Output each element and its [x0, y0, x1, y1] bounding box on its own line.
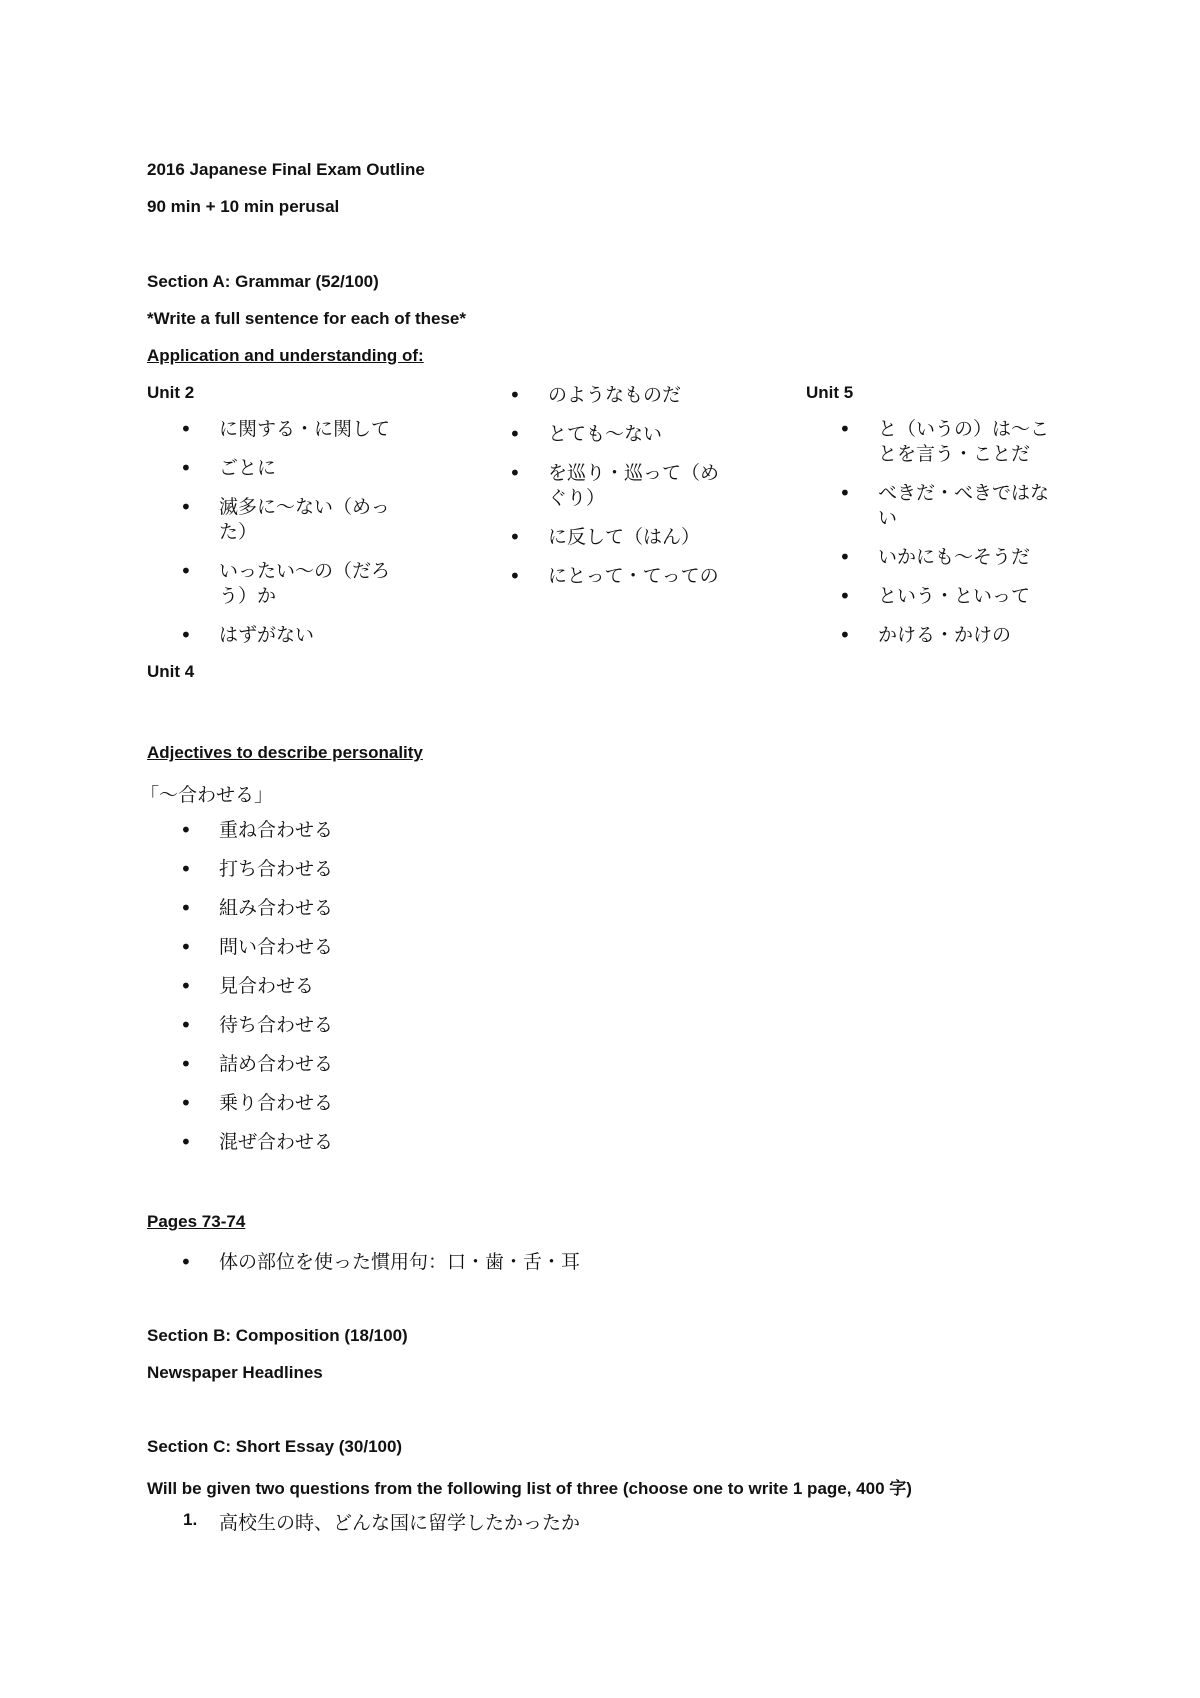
list-item: • いかにも〜そうだ	[806, 545, 1056, 570]
pages-list	[147, 1250, 847, 1275]
grammar-column-3	[806, 383, 1056, 662]
unit-4-label: Unit 4	[147, 662, 195, 681]
list-item: • に関する・に関して	[147, 417, 417, 442]
section-a-heading: Section A: Grammar (52/100)	[147, 272, 379, 291]
list-item: • に反して（はん）	[476, 525, 726, 550]
section-a-instruction: *Write a full sentence for each of these*	[147, 309, 466, 328]
grammar-column-2	[476, 383, 726, 603]
unit-5-list	[806, 417, 1056, 648]
list-item: • かける・かけの	[806, 623, 1056, 648]
list-item: • 待ち合わせる	[147, 1013, 647, 1038]
list-item: • 滅多に〜ない（めった）	[147, 495, 417, 545]
section-c-instruction: Will be given two questions from the following list of three (choose one to write 1 page, 400 字)	[147, 1479, 912, 1498]
list-item: • ごとに	[147, 456, 417, 481]
list-item: • 問い合わせる	[147, 935, 647, 960]
exam-duration: 90 min + 10 min perusal	[147, 197, 340, 216]
list-item: • べきだ・べきではない	[806, 481, 1056, 531]
list-item: • という・といって	[806, 584, 1056, 609]
unit-4-list	[476, 383, 726, 589]
list-item: • と（いうの）は〜ことを言う・ことだ	[806, 417, 1056, 467]
list-item: • 見合わせる	[147, 974, 647, 999]
list-item: • のようなものだ	[476, 383, 726, 408]
list-item: • にとって・てっての	[476, 564, 726, 589]
question-text: 高校生の時、どんな国に留学したかったか	[219, 1512, 581, 1534]
list-item: • いったい〜の（だろう）か	[147, 559, 417, 609]
list-item: • 組み合わせる	[147, 896, 647, 921]
unit-2-list	[147, 417, 417, 648]
unit-5-label: Unit 5	[806, 383, 854, 402]
section-b-heading: Section B: Composition (18/100)	[147, 1326, 408, 1345]
section-b-topic: Newspaper Headlines	[147, 1363, 323, 1382]
list-item: • 詰め合わせる	[147, 1052, 647, 1077]
adjectives-list	[147, 818, 647, 1155]
unit-2-label: Unit 2	[147, 383, 195, 402]
adjectives-block	[147, 818, 647, 1169]
list-item: • 打ち合わせる	[147, 857, 647, 882]
section-c-heading: Section C: Short Essay (30/100)	[147, 1437, 403, 1456]
adjectives-heading: Adjectives to describe personality	[147, 743, 423, 762]
list-item: • 重ね合わせる	[147, 818, 647, 843]
list-item: • を巡り・巡って（めぐり）	[476, 461, 726, 511]
grammar-column-1	[147, 383, 417, 696]
pages-block	[147, 1250, 847, 1289]
section-a-subheading: Application and understanding of:	[147, 346, 424, 365]
question-number: 1.	[183, 1510, 198, 1529]
adjectives-bracket: 「〜合わせる」	[140, 784, 274, 806]
pages-heading: Pages 73-74	[147, 1212, 246, 1231]
document-title: 2016 Japanese Final Exam Outline	[147, 160, 425, 179]
list-item: • とても〜ない	[476, 422, 726, 447]
list-item: • はずがない	[147, 623, 417, 648]
list-item: • 混ぜ合わせる	[147, 1130, 647, 1155]
list-item: • 乗り合わせる	[147, 1091, 647, 1116]
list-item: • 体の部位を使った慣用句：口・歯・舌・耳	[147, 1250, 847, 1275]
